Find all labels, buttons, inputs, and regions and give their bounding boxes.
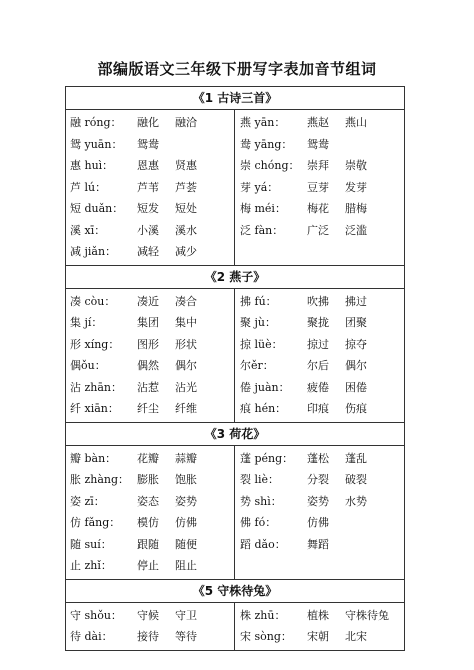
section-body xyxy=(66,446,404,580)
vocab-entry xyxy=(240,491,404,513)
word-1: 仿佛 xyxy=(307,516,329,529)
column-right xyxy=(235,446,404,579)
word-1: 停止 xyxy=(137,559,159,572)
word-1: 纤尘 xyxy=(137,402,159,415)
vocab-entry xyxy=(240,377,404,399)
word-1: 鸳鸯 xyxy=(307,137,329,151)
character-pinyin: 芽 yá： xyxy=(240,180,279,194)
character-pinyin: 倦 juàn： xyxy=(240,380,290,394)
word-2: 掠夺 xyxy=(345,337,367,351)
word-1: 接待 xyxy=(137,630,159,643)
word-1: 姿态 xyxy=(137,494,159,508)
character-pinyin: 纤 xiān： xyxy=(70,402,119,415)
word-2: 纤维 xyxy=(175,402,197,415)
vocab-entry xyxy=(240,448,404,470)
word-1: 崇拜 xyxy=(307,159,329,172)
column-left xyxy=(66,446,235,579)
word-2: 凑合 xyxy=(175,294,197,308)
character-pinyin: 止 zhǐ： xyxy=(70,559,112,572)
word-2: 偶尔 xyxy=(175,359,197,372)
word-2: 发芽 xyxy=(345,180,367,194)
vocab-entry xyxy=(70,377,234,399)
character-pinyin: 仿 fǎng： xyxy=(70,516,121,529)
word-1: 植株 xyxy=(307,608,329,622)
word-2: 溪水 xyxy=(175,223,197,237)
character-pinyin: 宋 sòng： xyxy=(240,630,292,643)
column-right xyxy=(235,603,404,650)
section-heading: 《1 古诗三首》 xyxy=(66,87,404,110)
column-right xyxy=(235,110,404,265)
vocab-entry xyxy=(70,198,234,220)
character-pinyin: 芦 lú： xyxy=(70,180,107,194)
word-1: 豆芽 xyxy=(307,180,329,194)
word-1: 聚拢 xyxy=(307,316,329,329)
vocab-entry xyxy=(70,155,234,177)
character-pinyin: 沾 zhān： xyxy=(70,380,123,394)
vocab-entry xyxy=(240,534,404,556)
word-1: 凑近 xyxy=(137,294,159,308)
character-pinyin: 惠 huì： xyxy=(70,159,114,172)
character-pinyin: 待 dài： xyxy=(70,630,113,643)
word-1: 膨胀 xyxy=(137,473,159,486)
vocab-entry xyxy=(70,512,234,534)
word-1: 模仿 xyxy=(137,516,159,529)
character-pinyin: 痕 hén： xyxy=(240,402,287,415)
column-left xyxy=(66,289,235,422)
vocab-entry xyxy=(240,469,404,491)
word-2: 北宋 xyxy=(345,630,367,643)
vocab-entry xyxy=(240,220,404,242)
character-pinyin: 溪 xī： xyxy=(70,223,106,237)
vocab-entry xyxy=(240,177,404,199)
character-pinyin: 偶ǒu： xyxy=(70,359,106,372)
character-pinyin: 姿 zī： xyxy=(70,494,105,508)
vocab-entry xyxy=(70,555,234,577)
word-1: 舞蹈 xyxy=(307,537,329,551)
vocab-entry xyxy=(70,534,234,556)
character-pinyin: 短 duǎn： xyxy=(70,202,124,215)
word-1: 沾惹 xyxy=(137,380,159,394)
word-2: 偶尔 xyxy=(345,359,367,372)
word-2: 等待 xyxy=(175,630,197,643)
column-left xyxy=(66,603,235,650)
section-heading: 《5 守株待兔》 xyxy=(66,580,404,603)
vocab-entry xyxy=(70,134,234,156)
character-pinyin: 梅 méi： xyxy=(240,202,286,215)
vocab-entry xyxy=(70,334,234,356)
word-2: 减少 xyxy=(175,245,197,258)
vocab-entry xyxy=(70,220,234,242)
character-pinyin: 减 jiǎn： xyxy=(70,245,117,258)
word-2: 守卫 xyxy=(175,608,197,622)
word-2: 破裂 xyxy=(345,473,367,486)
character-pinyin: 燕 yān： xyxy=(240,116,286,129)
character-pinyin: 势 shì： xyxy=(240,494,282,508)
word-1: 图形 xyxy=(137,337,159,351)
vocab-entry xyxy=(70,469,234,491)
word-2: 集中 xyxy=(175,316,197,329)
vocab-entry xyxy=(70,241,234,263)
word-2: 蒜瓣 xyxy=(175,451,197,465)
vocab-entry xyxy=(240,155,404,177)
character-pinyin: 尔ěr： xyxy=(240,359,274,372)
word-2: 拂过 xyxy=(345,294,367,308)
word-1: 广泛 xyxy=(307,223,329,237)
section-heading: 《2 燕子》 xyxy=(66,266,404,289)
word-2: 蓬乱 xyxy=(345,451,367,465)
word-2: 燕山 xyxy=(345,116,367,129)
character-pinyin: 株 zhū： xyxy=(240,608,286,622)
word-2: 阻止 xyxy=(175,559,197,572)
word-2: 团聚 xyxy=(345,316,367,329)
word-1: 融化 xyxy=(137,116,159,129)
vocab-entry xyxy=(70,448,234,470)
vocab-entry xyxy=(240,198,404,220)
word-1: 燕赵 xyxy=(307,116,329,129)
character-pinyin: 鸯 yāng： xyxy=(240,137,293,151)
word-2: 伤痕 xyxy=(345,402,367,415)
vocab-entry xyxy=(240,112,404,134)
vocab-entry xyxy=(240,605,404,627)
word-1: 芦苇 xyxy=(137,180,159,194)
character-pinyin: 蹈 dǎo： xyxy=(240,537,286,551)
column-left xyxy=(66,110,235,265)
character-pinyin: 佛 fó： xyxy=(240,516,277,529)
word-1: 掠过 xyxy=(307,337,329,351)
word-2: 崇敬 xyxy=(345,159,367,172)
vocab-entry xyxy=(240,398,404,420)
vocab-entry xyxy=(70,491,234,513)
vocab-entry xyxy=(70,355,234,377)
word-1: 姿势 xyxy=(307,494,329,508)
vocabulary-table xyxy=(65,86,405,651)
word-1: 分裂 xyxy=(307,473,329,486)
word-2: 姿势 xyxy=(175,494,197,508)
vocab-entry xyxy=(70,312,234,334)
word-1: 梅花 xyxy=(307,202,329,215)
word-1: 蓬松 xyxy=(307,451,329,465)
section-body xyxy=(66,603,404,650)
word-1: 小溪 xyxy=(137,223,159,237)
word-2: 融洽 xyxy=(175,116,197,129)
character-pinyin: 拂 fú： xyxy=(240,294,277,308)
word-1: 偶然 xyxy=(137,359,159,372)
character-pinyin: 形 xíng： xyxy=(70,337,120,351)
word-2: 水势 xyxy=(345,494,367,508)
word-2: 泛滥 xyxy=(345,223,367,237)
character-pinyin: 随 suí： xyxy=(70,537,112,551)
character-pinyin: 瓣 bàn： xyxy=(70,451,117,465)
word-2: 守株待兔 xyxy=(345,608,389,622)
word-1: 跟随 xyxy=(137,537,159,551)
vocab-entry xyxy=(240,134,404,156)
document-title: 部编版语文三年级下册写字表加音节组词 xyxy=(97,60,377,78)
word-1: 守候 xyxy=(137,608,159,622)
word-2: 形状 xyxy=(175,337,197,351)
vocab-entry xyxy=(240,512,404,534)
vocab-entry xyxy=(240,291,404,313)
vocab-entry xyxy=(240,334,404,356)
section-heading: 《3 荷花》 xyxy=(66,423,404,446)
character-pinyin: 蓬 péng： xyxy=(240,451,294,465)
word-2: 沾光 xyxy=(175,380,197,394)
character-pinyin: 凑 còu： xyxy=(70,294,116,308)
word-1: 短发 xyxy=(137,202,159,215)
word-1: 鸳鸯 xyxy=(137,137,159,151)
character-pinyin: 掠 lüè： xyxy=(240,337,283,351)
vocab-entry xyxy=(240,312,404,334)
word-2: 仿佛 xyxy=(175,516,197,529)
vocab-entry xyxy=(70,398,234,420)
character-pinyin: 集 jí： xyxy=(70,316,103,329)
word-2: 芦荟 xyxy=(175,180,197,194)
section-body xyxy=(66,110,404,266)
vocab-entry xyxy=(70,177,234,199)
word-1: 尔后 xyxy=(307,359,329,372)
word-1: 减轻 xyxy=(137,245,159,258)
column-right xyxy=(235,289,404,422)
word-1: 花瓣 xyxy=(137,451,159,465)
character-pinyin: 融 róng： xyxy=(70,116,122,129)
word-2: 腊梅 xyxy=(345,202,367,215)
word-2: 困倦 xyxy=(345,380,367,394)
section-body xyxy=(66,289,404,423)
word-2: 随便 xyxy=(175,537,197,551)
word-1: 集团 xyxy=(137,316,159,329)
character-pinyin: 泛 fàn： xyxy=(240,223,284,237)
vocab-entry xyxy=(240,626,404,648)
word-1: 恩惠 xyxy=(137,159,159,172)
word-2: 饱胀 xyxy=(175,473,197,486)
character-pinyin: 崇 chóng： xyxy=(240,159,300,172)
vocab-entry xyxy=(70,112,234,134)
character-pinyin: 聚 jù： xyxy=(240,316,276,329)
word-2: 贤惠 xyxy=(175,159,197,172)
vocab-entry xyxy=(70,291,234,313)
vocab-entry xyxy=(240,355,404,377)
character-pinyin: 胀 zhàng： xyxy=(70,473,130,486)
vocab-entry xyxy=(70,626,234,648)
word-2: 短处 xyxy=(175,202,197,215)
character-pinyin: 鸳 yuān： xyxy=(70,137,123,151)
word-1: 印痕 xyxy=(307,402,329,415)
word-1: 疲倦 xyxy=(307,380,329,394)
character-pinyin: 守 shǒu： xyxy=(70,608,122,622)
word-1: 吹拂 xyxy=(307,294,329,308)
character-pinyin: 裂 liè： xyxy=(240,473,280,486)
vocab-entry xyxy=(70,605,234,627)
word-1: 宋朝 xyxy=(307,630,329,643)
